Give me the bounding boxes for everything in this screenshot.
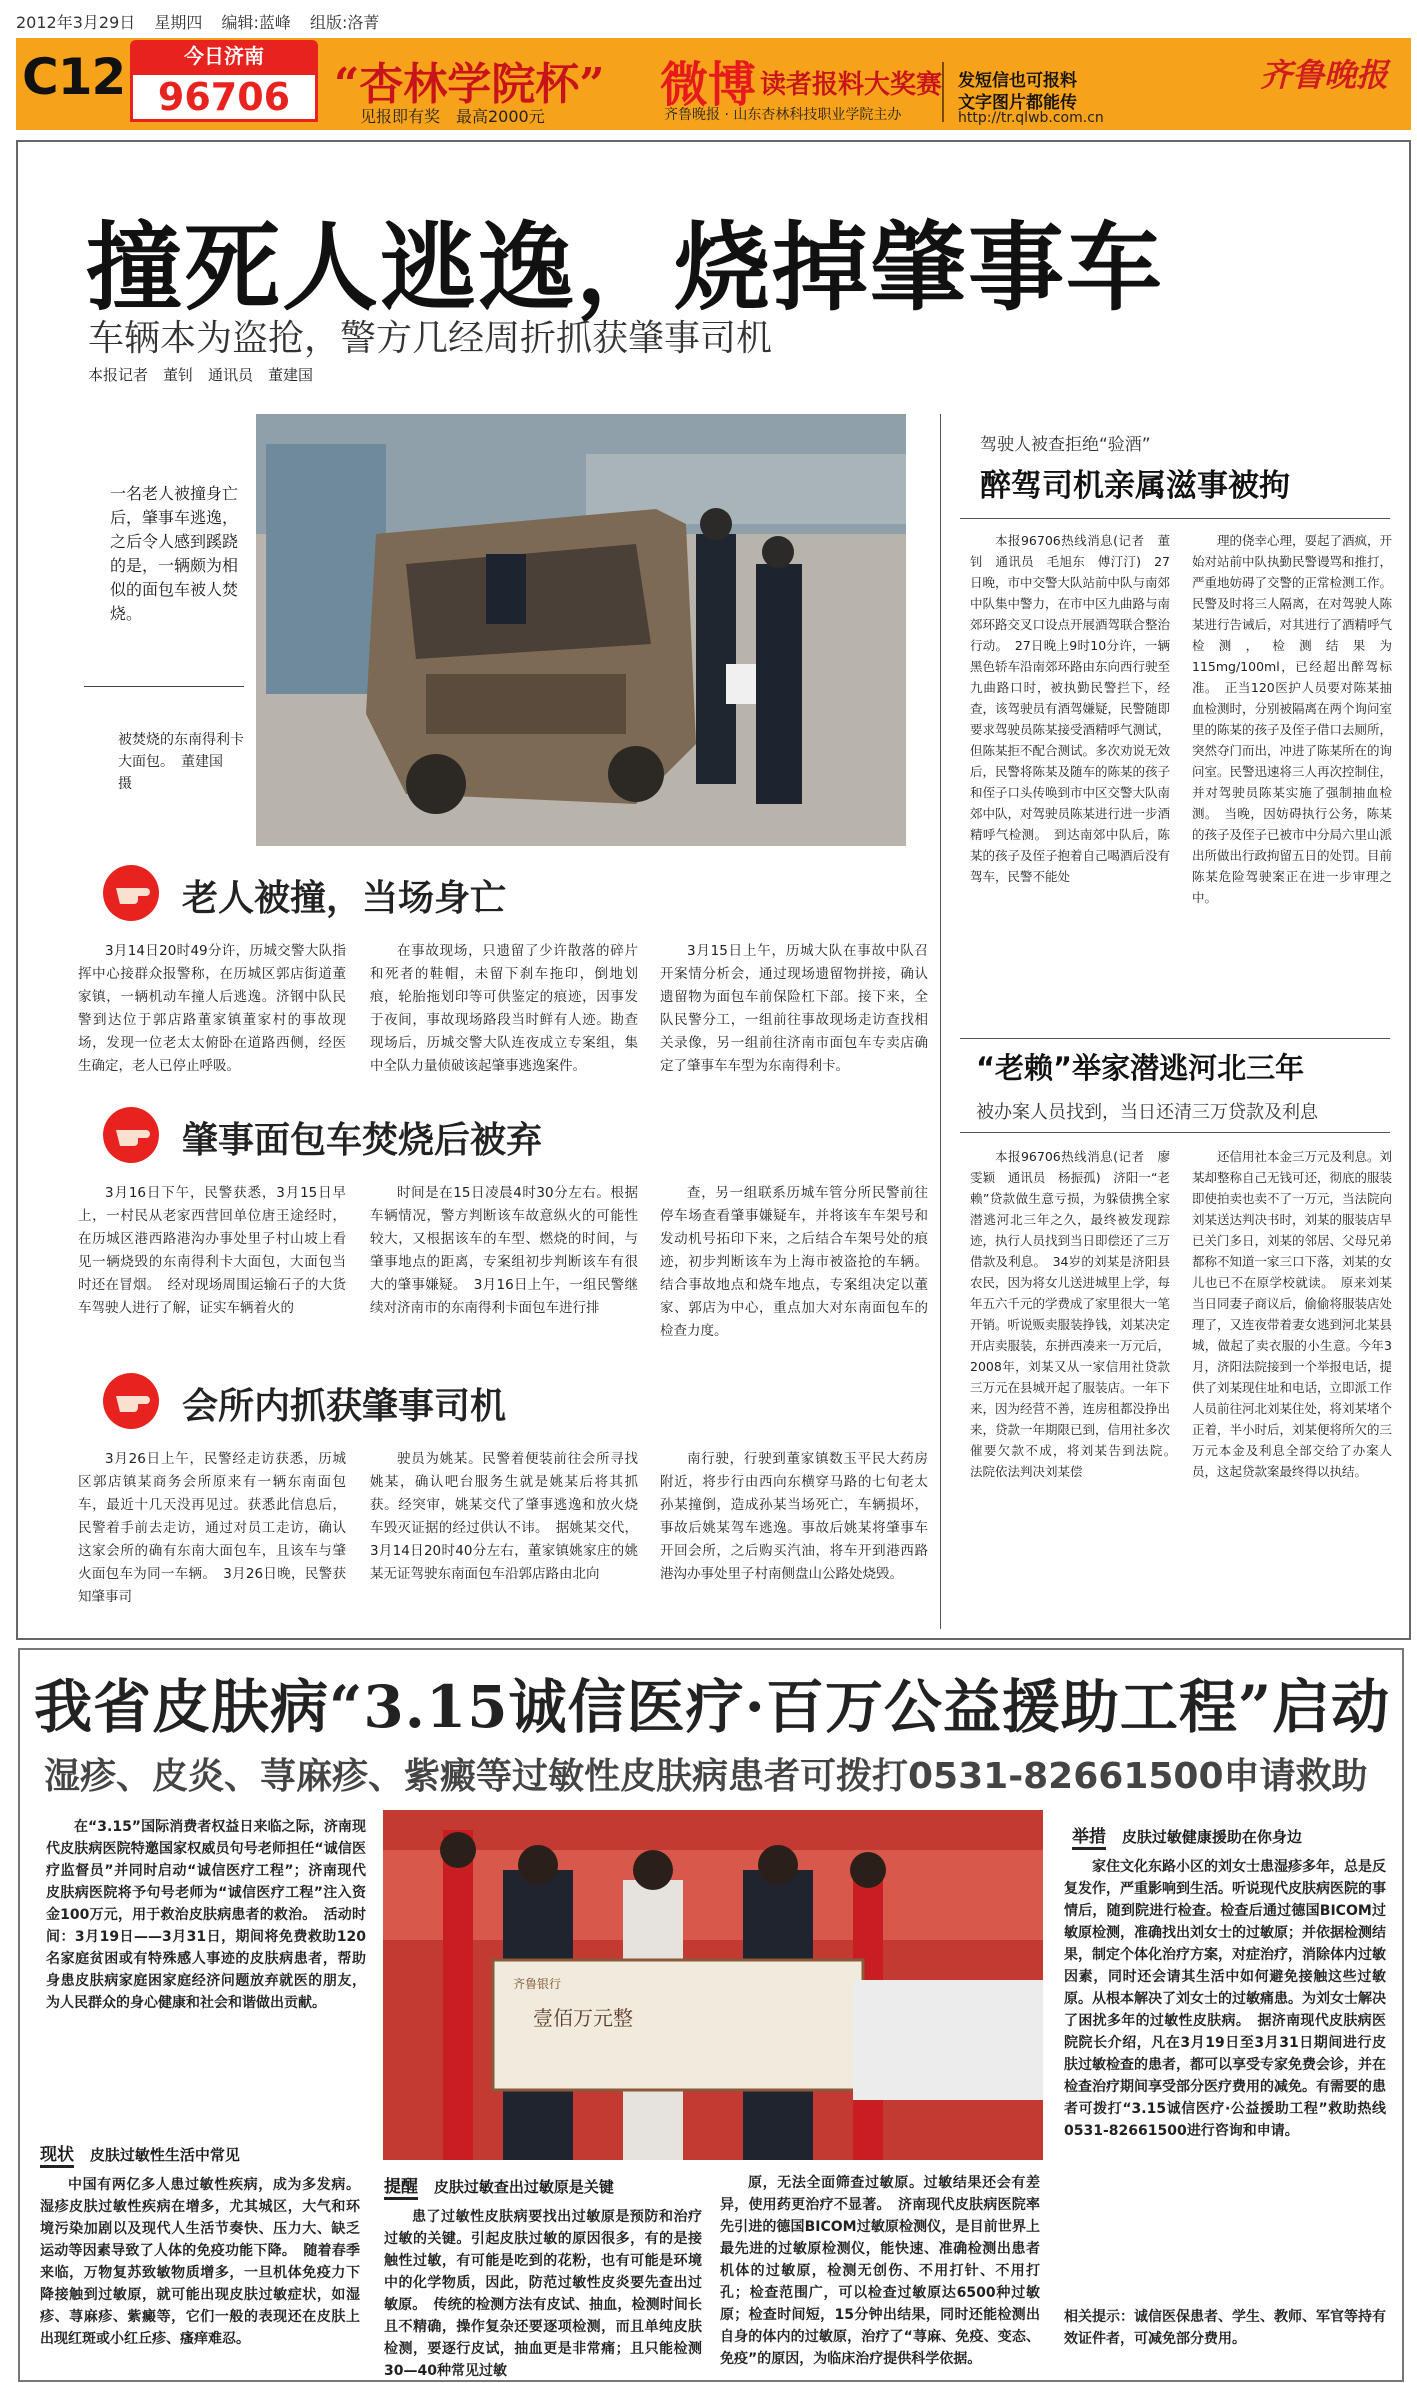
prize-title: 读者报料大奖赛 — [760, 70, 943, 100]
lead-caption: 一名老人被撞身亡后，肇事车逃逸，之后令人感到蹊跷的是，一辆颇为相似的面包车被人焚烧。 — [110, 484, 239, 623]
ad-col-measures: 家住文化东路小区的刘女士患湿疹多年，总是反复发作，严重影响到生活。听说现代皮肤病医院的事情后，随到院进行检查。检查后通过德国BICOM过敏原检测，准确找出刘女士的过敏原；并依据检测结果，制定个体化治疗方案，对症治疗，消除体内过敏因素，同时还会请其生活中如何避免接触这些过敏原。从根本解决了刘女士的过敏痛患。为刘女士解决了困扰多年的过敏性皮肤病。 据济南现代皮肤病医院院长介绍，凡在3月19日至3月31日期间进行皮肤过敏检查的患者，都可以享受专家免费会诊，并在检查治疗期间享受部分医疗费用的减免。有需要的患者可拨打“3.15诚信医疗·公益援助工程”救助热线0531-82661500进行咨询和申请。 — [1064, 1859, 1386, 2139]
column-divider — [940, 414, 941, 1629]
check-bank: 齐鲁银行 — [513, 1977, 562, 1991]
burned-van-photo — [256, 414, 906, 846]
contest-title: “杏林学院杯” — [334, 59, 605, 110]
band-divider — [942, 62, 944, 122]
section2-col1: 3月16日下午，民警获悉，3月15日早上，一村民从老家西营回单位唐王途经时，在历城区港西路港沟办事处里子村山坡上看见一辆烧毁的东南得利卡大面包，大面包当时还在冒烟。 经对现场周围运输石子的大货车驾驶人进行了解，证实车辆着火的 — [78, 1185, 346, 1316]
section3-col3: 南行驶，行驶到董家镇数玉平民大药房附近，将步行由西向东横穿马路的七旬老太孙某撞倒，造成孙某当场死亡，车辆损坏，事故后姚某驾车逃逸。事故后姚某将肇事车开回会所，之后购买汽油，将车开到港西路港沟办事处里子村南侧盘山公路处烧毁。 — [660, 1451, 928, 1582]
side1-kicker: 驾驶人被查拒绝“验酒” — [980, 435, 1151, 455]
section-title-3: 会所内抓获肇事司机 — [182, 1386, 507, 1427]
page-code: C12 — [22, 48, 126, 106]
contest-subtitle: 见报即有奖 最高2000元 — [360, 107, 545, 126]
ad-subheadline: 湿疹、皮炎、荨麻疹、紫癜等过敏性皮肤病患者可拨打0531-82661500申请救助 — [44, 1756, 1368, 1797]
lead-subheadline: 车辆本为盗抢，警方几经周折抓获肇事司机 — [88, 318, 773, 359]
issue-editor: 编辑:蓝峰 — [221, 13, 291, 32]
issue-layout: 组版:洛菁 — [309, 13, 380, 32]
mms-line: 文字图片都能传 — [958, 93, 1077, 113]
ad-headline: 我省皮肤病“3.15诚信医疗·百万公益援助工程”启动 — [34, 1673, 1391, 1741]
ad-col-status: 中国有两亿多人患过敏性疾病，成为多发病。湿疹皮肤过敏性疾病在增多，尤其城区，大气和环境污染加剧以及现代人生活节奏快、压力大、缺乏运动等因素导致了人体的免疫功能下降。 随着春季来临，万物复苏致敏物质增多，一旦机体免疫力下降接触到过敏原，就可能出现皮肤过敏症状，如湿疹、荨麻疹、紫癜等，它们一般的表现还在皮肤上出现红斑或小红丘疹、瘙痒难忍。 — [40, 2177, 360, 2347]
photo-credit: 被焚烧的东南得利卡大面包。 董建国 摄 — [118, 732, 244, 792]
burned-van-illustration — [256, 414, 906, 846]
issue-weekday: 星期四 — [154, 13, 203, 32]
caption-rule — [84, 686, 244, 687]
ad-label-status: 现状 皮肤过敏性生活中常见 — [40, 2140, 240, 2165]
section1-col1: 3月14日20时49分许，历城交警大队指挥中心接群众报警称，在历城区郭店街道董家镇，一辆机动车撞人后逃逸。济钢中队民警到达位于郭店路董家镇董家村的事故现场，发现一位老太太俯卧在道路西侧，经医生确定，老人已停止呼吸。 — [78, 943, 346, 1074]
side1-title: 醉驾司机亲属滋事被拘 — [980, 468, 1290, 504]
side2-rule — [960, 1132, 1390, 1133]
section3-col1: 3月26日上午，民警经走访获悉，历城区郭店镇某商务会所原来有一辆东南面包车，最近十几天没再见过。获悉此信息后，民警着手前去走访，通过对员工走访，确认这家会所的确有东南大面包车，且该车与肇火面包车为同一车辆。 3月26日晚，民警获知肇事司 — [78, 1451, 346, 1605]
ad-intro: 在“3.15”国际消费者权益日来临之际，济南现代皮肤病医院特邀国家权威员句号老师担任“诚信医疗监督员”并同时启动“诚信医疗工程”；济南现代皮肤病医院将予句号老师为“诚信医疗工程”注入资金100万元，用于救治皮肤病患者的救治。 活动时间：3月19日——3月31日，期间将免费救助120名家庭贫困或有特殊感人事迹的皮肤病患者，帮助身患皮肤病家庭困家庭经济问题放弃就医的朋友，为人民群众的身心健康和社会和谐做出贡献。 — [46, 1819, 366, 2011]
pointing-hand-icon — [100, 1370, 166, 1432]
side1-col2: 理的侥幸心理，耍起了酒疯，开始对站前中队执勤民警谩骂和推打，严重地妨碍了交警的正常检测工作。民警及时将三人隔离，在对驾驶人陈某进行告诫后，对其进行了酒精呼气检测，检测结果为115mg/100ml，已经超出醉驾标准。 正当120医护人员要对陈某抽血检测时，分别被隔离在两个询问室里的陈某的孩子及侄子借口去厕所，突然夺门而出，冲进了陈某所在的询问室。民警迅速将三人再次控制住，并对驾驶员陈某实施了强制抽血检测。 当晚，因妨碍执行公务，陈某的孩子及侄子已被市中分局六里山派出所做出行政拘留五日的处罚。目前陈某危险驾驶案正在进一步审理之中。 — [1192, 533, 1393, 905]
issue-info — [16, 10, 393, 33]
weibo-logo: 微博 — [660, 57, 757, 113]
report-url[interactable]: http://tr.qlwb.com.cn — [958, 110, 1104, 126]
side1-rule — [960, 518, 1390, 519]
ad-note: 相关提示：诚信医保患者、学生、教师、军官等持有效证件者，可减免部分费用。 — [1064, 2309, 1386, 2347]
ad-label-measures: 举措 皮肤过敏健康援助在你身边 — [1072, 1822, 1302, 1847]
lead-byline: 本报记者 董钊 通讯员 董建国 — [88, 366, 314, 384]
section3-col2: 驶员为姚某。民警着便装前往会所寻找姚某，确认吧台服务生就是姚某后将其抓获。经突审，姚某交代了肇事逃逸和放火烧车毁灭证据的经过供认不讳。 据姚某交代，3月14日20时40分左右，董家镇姚家庄的姚某无证驾驶东南面包车沿郭店路由北向 — [370, 1451, 638, 1582]
ceremony-photo — [383, 1810, 1043, 2160]
section2-col3: 查，另一组联系历城车管分所民警前往停车场查看肇事嫌疑车，并将该车车架号和发动机号拓印下来，之后结合车架号处的痕迹，初步判断该车为上海市被盗抢的车辆。结合事故地点和烧车地点，专案组决定以董家、郭店为中心，重点加大对东南面包车的检查力度。 — [660, 1185, 928, 1339]
side2-col2: 还信用社本金三万元及利息。刘某却整称自己无钱可还，彻底的服装即使拍卖也卖不了一万元，当法院向刘某送达判决书时，刘某的服装店早已关门多日，刘某的邻居、父母兄弟都称不知道一家三口下落，刘某的女儿也已不在原学校就读。 原来刘某当日同妻子商议后，偷偷将服装店处理了，又连夜带着妻女逃到河北某县城，做起了卖衣服的小生意。今年3月，济阳法院接到一个举报电话，提供了刘某现住址和电话，立即派工作人员前往河北刘某住处，将刘某堵个正着，半小时后，刘某便将所欠的三万元本金及利息全部交给了办案人员，这起贷款案最终得以执结。 — [1192, 1149, 1393, 1479]
ad-label-reminder: 提醒 皮肤过敏查出过敏原是关键 — [384, 2172, 614, 2197]
section1-col2: 在事故现场，只遗留了少许散落的碎片和死者的鞋帽，未留下刹车拖印，倒地划痕，轮胎拖划印等可供鉴定的痕迹，因事发于夜间，事故现场路段当时鲜有人迹。勘查现场后，历城交警大队连夜成立专案组，集中全队力量侦破该起肇事逃逸案件。 — [370, 943, 638, 1074]
side2-rule-top — [960, 1038, 1390, 1039]
pointing-hand-icon — [100, 862, 166, 924]
side2-col1: 本报96706热线消息(记者 廖雯颖 通讯员 杨振孤) 济阳一“老赖”贷款做生意亏损，为躲债携全家潜逃河北三年之久，最终被发现踪迹，执行人员找到当日即偿还了三万借款及利息。 34岁的刘某是济阳县农民，因为将女儿送进城里上学，每年五六千元的学费成了家里很大一笔开销。听说贩卖服装挣钱，刘某决定开店卖服装，东拼西凑来一万元后，2008年，刘某又从一家信用社贷款三万元在县城开起了服装店。一年下来，因为经营不善，连房租都没挣出来，贷款一年期限已到，信用社多次催要欠款不成，将刘某告到法院。 法院依法判决刘某偿 — [970, 1149, 1183, 1479]
lead-headline: 撞死人逃逸，烧掉肇事车 — [86, 211, 1164, 324]
pointing-hand-icon — [100, 1104, 166, 1166]
ad-col-reminder: 患了过敏性皮肤病要找出过敏原是预防和治疗过敏的关键。引起皮肤过敏的原因很多，有的是接触性过敏，有可能是吃到的花粉，也有可能是环境中的化学物质，因此，防范过敏性皮炎要先查出过敏原。 传统的检测方法有皮试、抽血，检测时间长且不精确，操作复杂还要逐项检测，而且单纯皮肤检测，要逐行皮试，抽血更是非常痛；且只能检测30—40种常见过敏 — [384, 2209, 702, 2379]
section2-col2: 时间是在15日凌晨4时30分左右。根据车辆情况，警方判断该车故意纵火的可能性较大，又根据该车的车型、燃烧的时间，与肇事地点的距离，专案组初步判断该车有很大的肇事嫌疑。 3月16日上午，一组民警继续对济南市的东南得利卡面包车进行排 — [370, 1185, 638, 1316]
side1-col1: 本报96706热线消息(记者 董钊 通讯员 毛旭东 傅汀汀) 27日晚，市中交警大队站前中队与南郊中队集中警力，在市中区九曲路与南郊环路交叉口设点开展酒驾联合整治行动。 27日晚上9时10分许，一辆黑色轿车沿南郊环路由东向西行驶至九曲路口时，被执勤民警拦下，经查，该驾驶员有酒驾嫌疑，民警随即要求驾驶员陈某接受酒精呼气测试，但陈某拒不配合测试。多次劝说无效后，民警将陈某及随车的陈某的孩子和侄子口头传唤到市中区交警大队南郊中队，对驾驶员陈某进行进一步酒精呼气检测。 到达南郊中队后，陈某的孩子及侄子抱着自己喝酒后没有驾车，民警不能处 — [970, 533, 1171, 884]
sms-line: 发短信也可报料 — [958, 71, 1077, 91]
section1-col3: 3月15日上午，历城大队在事故中队召开案情分析会，通过现场遗留物拼接，确认遗留物为面包车前保险杠下部。接下来，全队民警分工，一组前往事故现场走访查找相关录像，另一组前往济南市面包车专卖店确定了肇事车车型为东南得利卡。 — [660, 943, 928, 1074]
section-tab: 今日济南 — [130, 40, 318, 72]
sponsor-line: 齐鲁晚报 · 山东杏林科技职业学院主办 — [664, 107, 902, 123]
ceremony-illustration — [383, 1810, 1043, 2160]
ad-col-detection: 原，无法全面筛查过敏原。过敏结果还会有差异，使用药更治疗不显著。 济南现代皮肤病医院率先引进的德国BICOM过敏原检测仪，是目前世界上最先进的过敏原检测仪，能快速、准确检测出患者机体的过敏原，检测无创伤、不用打针、不用打孔；检查范围广，可以检查过敏原达6500种过敏原；检查时间短，15分钟出结果，同时还能检测出自身的体内的过敏原，治疗了“荨麻、免疫、变态、免疫”的原因，为临床治疗提供科学依据。 — [720, 2175, 1040, 2367]
section-title-1: 老人被撞，当场身亡 — [182, 878, 507, 919]
hotline-number: 96706 — [130, 72, 318, 122]
side2-subtitle: 被办案人员找到，当日还清三万贷款及利息 — [976, 1102, 1318, 1123]
check-amount: 壹佰万元整 — [533, 2006, 633, 2030]
newspaper-logo: 齐鲁晚报 — [1260, 56, 1389, 94]
issue-date: 2012年3月29日 — [16, 13, 136, 32]
side2-title: “老赖”举家潜逃河北三年 — [976, 1051, 1305, 1085]
section-title-2: 肇事面包车焚烧后被弃 — [182, 1120, 543, 1161]
